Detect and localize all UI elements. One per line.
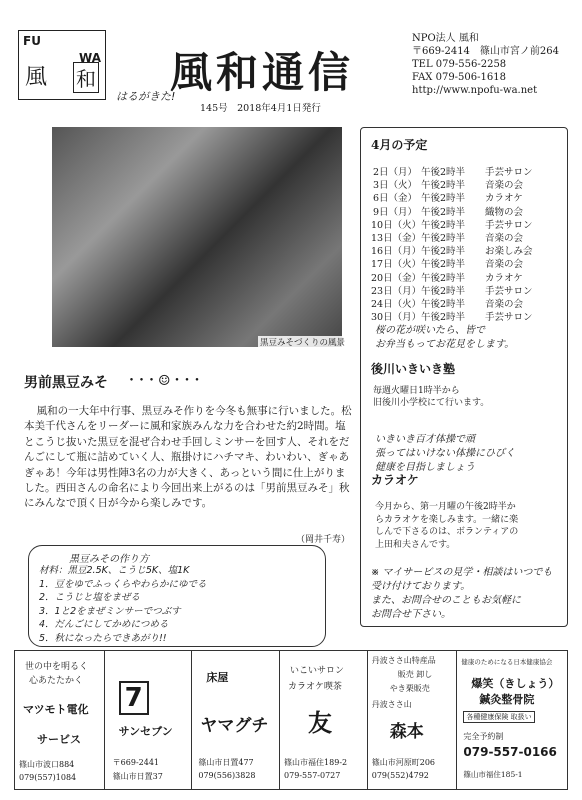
photo-caption: 黒豆みそづくりの風景 bbox=[260, 338, 346, 348]
karaoke-title: カラオケ bbox=[371, 473, 419, 487]
schedule-row bbox=[371, 258, 561, 271]
schedule-date: 13日（金） bbox=[371, 233, 422, 245]
event-photo bbox=[52, 127, 342, 347]
recipe-title: 黒豆みその作り方 bbox=[69, 554, 149, 565]
recipe-line: 2．こうじと塩をまぜる bbox=[39, 592, 141, 603]
schedule-time: 午後2時半 bbox=[421, 206, 466, 218]
seven-logo: 7 bbox=[119, 681, 149, 715]
schedule-date: 6日（金） bbox=[372, 193, 417, 205]
ad-text: 各種健康保険 取扱い bbox=[463, 711, 534, 723]
schedule-row bbox=[371, 298, 561, 311]
note-line: 桜の花が咲いたら、皆で bbox=[375, 325, 485, 336]
recipe-line: 5．秋になったらできあがり!! bbox=[39, 632, 167, 644]
karaoke-text bbox=[375, 501, 563, 551]
schedule-time: 午後2時半 bbox=[421, 285, 466, 297]
schedule-date: 30日（月） bbox=[371, 312, 422, 324]
ad-strip bbox=[14, 650, 568, 790]
org-info bbox=[412, 32, 559, 97]
ad-name: サンセブン bbox=[118, 725, 173, 738]
inquiry-note bbox=[371, 566, 563, 622]
schedule-date: 16日（月） bbox=[371, 246, 422, 258]
ad-text: 丹波ささ山 bbox=[371, 700, 412, 709]
schedule-event: 手芸サロン bbox=[485, 285, 533, 297]
issue-info: 145号 2018年4月1日発行 bbox=[200, 103, 321, 114]
article-body: 風和の一大年中行事、黒豆みそ作りを今冬も無事に行いました。松本美千代さんをリーダーに風和家族みんな力を合わせた約2時間。塩とこうじ抜いた黒豆を混ぜ合わせ手回しミンサーを回す人、それをだんごにして瓶に詰めていく人、瓶掛けにハチマキ、わいわい、ぎゃあぎゃあ！今年は男性陣3名の力が大きく、あっという間に仕上がりました。西田さんの命名により今回出来上がるのは「男前黒豆みそ」秋にみんなで頂く日が今から楽しみです。 bbox=[24, 405, 352, 510]
schedule-event: 織物の会 bbox=[485, 206, 524, 218]
schedule-event: 音楽の会 bbox=[485, 233, 524, 245]
recipe-line: 4．だんごにしてかめにつめる bbox=[39, 619, 169, 630]
schedule-date: 3日（火） bbox=[372, 180, 417, 192]
schedule-date: 10日（火） bbox=[371, 219, 422, 231]
schedule-list bbox=[371, 166, 561, 324]
schedule-event: 手芸サロン bbox=[485, 312, 533, 324]
logo-kaze-kanji: 風 bbox=[25, 65, 48, 90]
schedule-date: 2日（月） bbox=[372, 167, 417, 178]
ad-matsumoto bbox=[15, 651, 105, 789]
ad-text: 丹波ささ山特産品 bbox=[371, 656, 436, 665]
schedule-event: 音楽の会 bbox=[485, 259, 524, 271]
schedule-time: 午後2時半 bbox=[421, 193, 466, 205]
ad-text: カラオケ喫茶 bbox=[288, 682, 342, 692]
note-line: いきいき百才体操で頑 bbox=[375, 434, 475, 445]
schedule-row bbox=[371, 219, 561, 232]
schedule-time: 午後2時半 bbox=[421, 246, 466, 258]
ad-phone: 079(556)3828 bbox=[198, 771, 256, 780]
schedule-event: お楽しみ会 bbox=[485, 246, 533, 258]
org-fax: FAX 079-506-1618 bbox=[412, 72, 506, 83]
ad-name: 森本 bbox=[389, 722, 424, 742]
ad-address: 篠山市河原町206 bbox=[371, 758, 436, 767]
schedule-date: 23日（月） bbox=[371, 285, 422, 297]
schedule-time: 午後2時半 bbox=[421, 219, 466, 231]
schedule-date: 9日（月） bbox=[372, 206, 417, 218]
note-line: お問合せ下さい。 bbox=[371, 609, 451, 620]
logo-wa-text: WA bbox=[79, 51, 101, 65]
ad-address: 〒669-2441 bbox=[112, 758, 160, 767]
text-line: 旧後川小学校にて行います。 bbox=[373, 398, 490, 408]
ad-text: 世の中を明るく bbox=[25, 662, 89, 672]
schedule-time: 午後2時半 bbox=[421, 259, 466, 271]
ad-address: 篠山市福住189-2 bbox=[284, 758, 348, 767]
ad-address: 篠山市波口884 bbox=[19, 760, 75, 769]
recipe-line: 1．豆をゆでふっくらやわらかにゆでる bbox=[39, 578, 207, 590]
logo-wa-kanji: 和 bbox=[73, 62, 99, 93]
ad-tomo bbox=[280, 651, 368, 789]
schedule-event: 音楽の会 bbox=[485, 299, 524, 311]
schedule-row bbox=[371, 245, 561, 258]
text-line: らカラオケを楽しみます。一緒に楽 bbox=[375, 514, 519, 525]
ad-address: 篠山市日置37 bbox=[112, 772, 163, 781]
ad-name: 友 bbox=[308, 708, 333, 737]
schedule-time: 午後2時半 bbox=[421, 233, 466, 245]
schedule-row bbox=[371, 232, 561, 245]
note-line: ※ マイサービスの見学・相談はいつでも bbox=[371, 567, 553, 578]
ad-text: いこいサロン bbox=[290, 666, 345, 676]
schedule-row bbox=[371, 311, 561, 324]
ad-text: やき栗販売 bbox=[389, 684, 430, 693]
ad-phone: 079(557)1084 bbox=[19, 773, 77, 782]
ad-text: 健康のためになる日本健康協会 bbox=[461, 658, 553, 666]
article-decoration: ･･･☺･･･ bbox=[128, 373, 204, 389]
tagline: はるがきた! bbox=[116, 90, 176, 103]
schedule-date: 20日（金） bbox=[371, 272, 422, 284]
ad-text: 販売 卸し bbox=[397, 670, 433, 679]
note-line: 受け付けております。 bbox=[371, 581, 471, 592]
ikiiki-text bbox=[373, 385, 489, 409]
ad-address: 篠山市福住185-1 bbox=[463, 770, 523, 779]
ad-yamaguchi bbox=[192, 651, 280, 789]
recipe-box bbox=[28, 545, 326, 647]
note-line: また、お問合せのこともお気軽に bbox=[371, 595, 521, 606]
hanami-note bbox=[375, 324, 555, 352]
ad-name: ヤマグチ bbox=[200, 716, 269, 736]
ad-text: 心あたたかく bbox=[29, 676, 84, 686]
ad-phone: 079-557-0727 bbox=[284, 771, 341, 780]
org-url[interactable]: http://www.npofu-wa.net bbox=[412, 85, 538, 96]
logo-fu-text: FU bbox=[23, 34, 41, 48]
schedule-row bbox=[371, 179, 561, 192]
schedule-row bbox=[371, 206, 561, 219]
recipe-line: 材料：黒豆2.5K、こうじ5K、塩1K bbox=[39, 565, 190, 576]
ad-name: 鍼灸整骨院 bbox=[479, 693, 535, 706]
schedule-row bbox=[371, 285, 561, 298]
schedule-row bbox=[371, 166, 561, 179]
ad-morimoto bbox=[368, 651, 458, 789]
ad-phone: 079(552)4792 bbox=[371, 771, 429, 780]
text-line: 今月から、第一月曜の午後2時半か bbox=[375, 502, 516, 512]
org-name: NPO法人 風和 bbox=[412, 33, 479, 44]
schedule-time: 午後2時半 bbox=[421, 272, 466, 284]
exercise-note bbox=[375, 433, 565, 475]
note-line: お弁当もってお花見をします。 bbox=[375, 339, 515, 350]
ad-name: サービス bbox=[37, 733, 81, 746]
schedule-date: 17日（火） bbox=[371, 259, 422, 271]
logo bbox=[18, 30, 106, 100]
schedule-time: 午後2時半 bbox=[421, 180, 466, 192]
schedule-time: 午後2時半 bbox=[421, 312, 466, 324]
text-line: 上田和夫さんです。 bbox=[375, 539, 456, 550]
schedule-time: 午後2時半 bbox=[421, 299, 466, 311]
schedule-box bbox=[360, 127, 568, 627]
schedule-event: 手芸サロン bbox=[485, 219, 533, 231]
ad-sunseven bbox=[105, 651, 193, 789]
ad-name: 爆笑（きしょう） bbox=[471, 677, 560, 690]
schedule-time: 午後2時半 bbox=[421, 167, 466, 178]
recipe-line: 3．1と2をまぜミンサーでつぶす bbox=[39, 605, 181, 617]
schedule-event: 音楽の会 bbox=[485, 180, 524, 192]
ad-phone: 079-557-0166 bbox=[463, 745, 557, 759]
ad-text: 完全予約制 bbox=[463, 732, 504, 741]
text-line: 毎週火曜日1時半から bbox=[373, 386, 460, 396]
schedule-event: カラオケ bbox=[485, 272, 523, 284]
ad-text: 床屋 bbox=[206, 671, 229, 684]
recipe-steps bbox=[39, 564, 207, 645]
schedule-event: カラオケ bbox=[485, 193, 523, 205]
ad-address: 篠山市日置477 bbox=[198, 758, 254, 767]
ad-name: マツモト電化 bbox=[23, 703, 89, 716]
schedule-row bbox=[371, 272, 561, 285]
schedule-title: 4月の予定 bbox=[371, 138, 428, 152]
article-title: 男前黒豆みそ bbox=[24, 375, 108, 391]
ad-seikotsu bbox=[457, 651, 567, 789]
org-tel: TEL 079-556-2258 bbox=[412, 59, 507, 70]
newsletter-title: 風和通信 bbox=[170, 48, 355, 97]
org-address: 〒669-2414 篠山市宮ノ前264 bbox=[412, 46, 560, 57]
text-line: しんで下さるのは、ボランティアの bbox=[375, 527, 519, 537]
article-author: （岡井千寿） bbox=[296, 535, 351, 545]
schedule-row bbox=[371, 192, 561, 205]
ikiiki-title: 後川いきいき塾 bbox=[371, 362, 456, 376]
note-line: 張ってはいけない体操にひびく bbox=[375, 448, 515, 459]
schedule-event: 手芸サロン bbox=[485, 167, 533, 178]
schedule-date: 24日（火） bbox=[371, 299, 422, 311]
note-line: 健康を目指しましょう bbox=[375, 462, 475, 473]
